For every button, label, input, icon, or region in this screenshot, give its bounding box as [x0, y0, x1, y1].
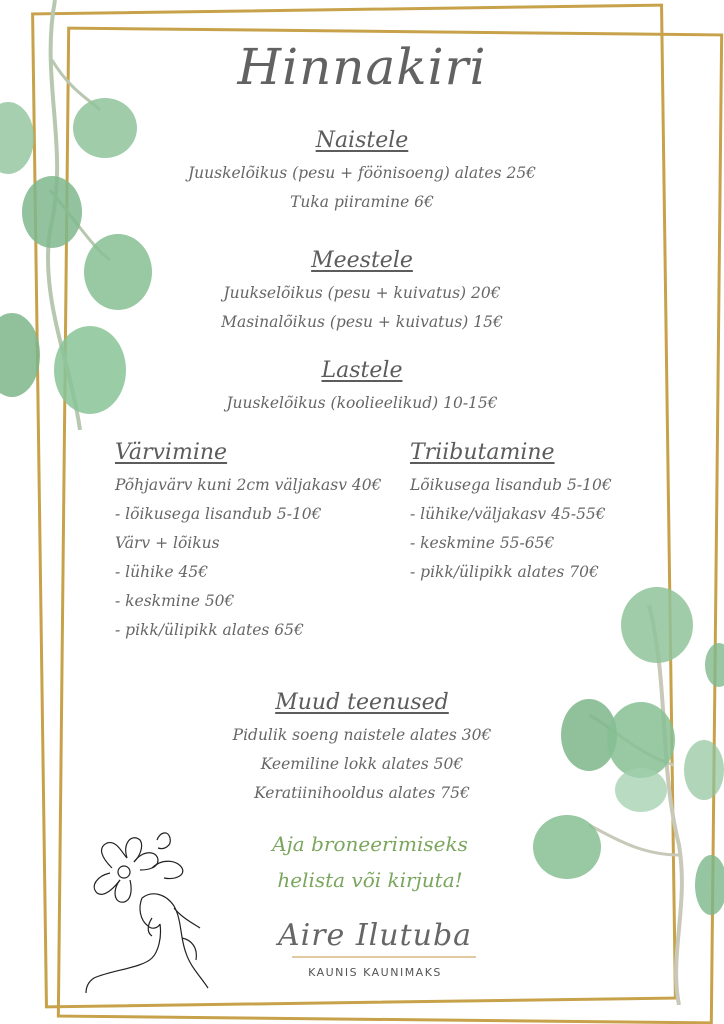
price-line: Masinalõikus (pesu + kuivatus) 15€: [221, 313, 503, 331]
price-line: Pidulik soeng naistele alates 30€: [232, 726, 492, 744]
brand-tagline: KAUNIS KAUNIMAKS: [308, 966, 442, 979]
section-meestele: [80, 248, 644, 337]
price-line: Juuskelõikus (pesu + föönisoeng) alates 25€: [187, 164, 537, 182]
section-lastele: [80, 358, 644, 418]
price-line: Keratiinihooldus alates 75€: [254, 784, 470, 802]
section-heading: Värvimine: [115, 440, 228, 465]
section-heading: Muud teenused: [275, 690, 449, 715]
section-varvimine: [115, 440, 405, 645]
page-title: Hinnakiri: [237, 38, 487, 96]
price-line: - keskmine 55-65€: [410, 534, 555, 552]
price-line: Tuka piiramine 6€: [290, 193, 434, 211]
brand-underline: [292, 956, 476, 958]
price-line: - pikk/ülipikk alates 65€: [115, 621, 304, 639]
price-line: - pikk/ülipikk alates 70€: [410, 563, 599, 581]
section-triibutamine: [410, 440, 640, 587]
price-line: Põhjavärv kuni 2cm väljakasv 40€: [115, 476, 382, 494]
price-line: - lõikusega lisandub 5-10€: [115, 505, 322, 523]
section-naistele: [80, 128, 644, 217]
booking-message: [170, 826, 570, 898]
section-heading: Lastele: [321, 358, 403, 383]
section-heading: Naistele: [315, 128, 409, 153]
brand-name: Aire Ilutuba: [277, 918, 473, 953]
booking-line: helista või kirjuta!: [277, 868, 463, 892]
price-line: Juukselõikus (pesu + kuivatus) 20€: [223, 284, 501, 302]
price-line: Juuskelõikus (koolieelikud) 10-15€: [226, 394, 498, 412]
section-muud-teenused: [80, 690, 644, 808]
booking-line: Aja broneerimiseks: [272, 832, 468, 856]
price-line: Keemiline lokk alates 50€: [260, 755, 464, 773]
price-line: Värv + lõikus: [115, 534, 220, 552]
section-heading: Triibutamine: [410, 440, 555, 465]
section-heading: Meestele: [311, 248, 413, 273]
price-line: Lõikusega lisandub 5-10€: [410, 476, 612, 494]
price-line: - lühike/väljakasv 45-55€: [410, 505, 606, 523]
price-line: - keskmine 50€: [115, 592, 235, 610]
price-line: - lühike 45€: [115, 563, 209, 581]
